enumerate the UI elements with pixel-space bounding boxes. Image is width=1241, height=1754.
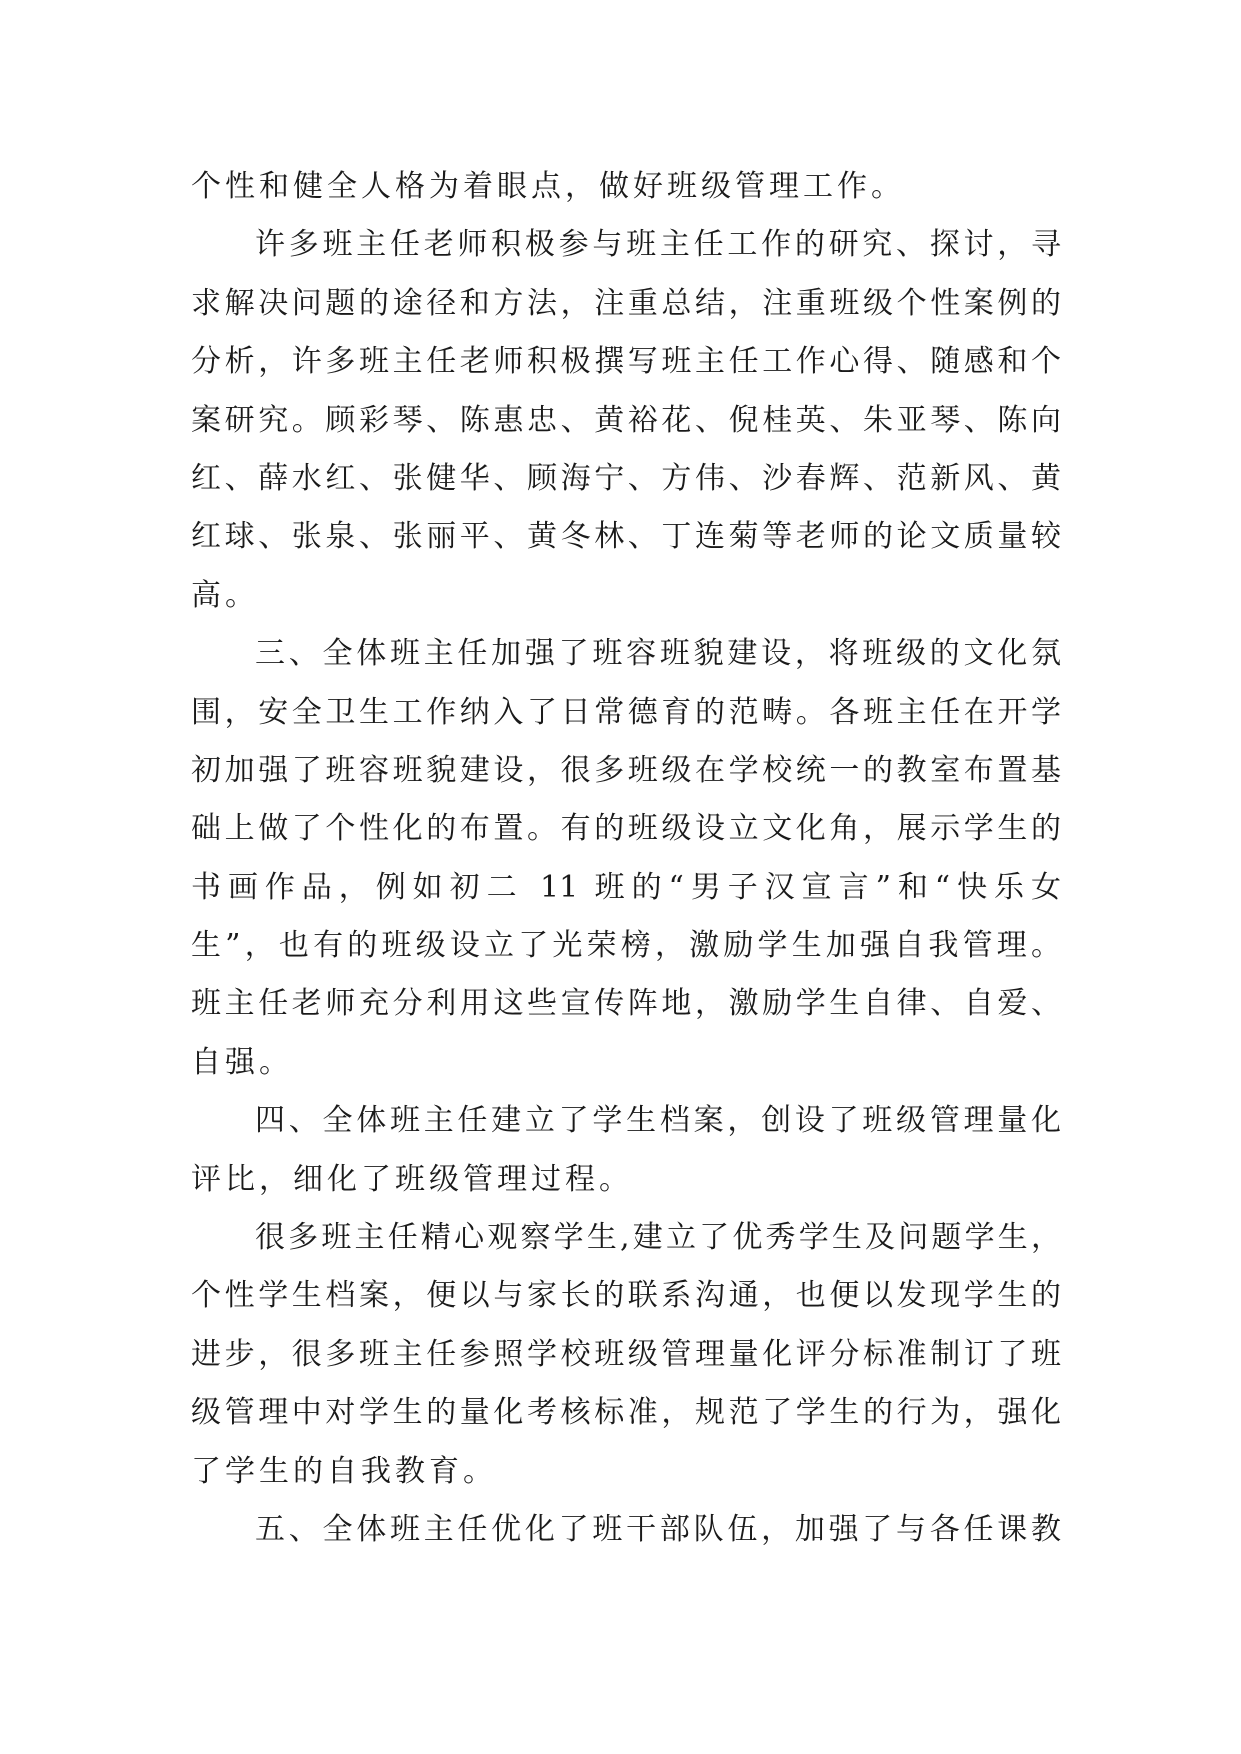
text-line: 案研究。顾彩琴、陈惠忠、黄裕花、倪桂英、朱亚琴、陈向	[191, 402, 1061, 438]
text-line: 初加强了班容班貌建设，很多班级在学校统一的教室布置基	[191, 752, 1061, 788]
text-line: 个性学生档案，便以与家长的联系沟通，也便以发现学生的	[191, 1278, 1061, 1314]
text-line: 自强。	[191, 1044, 293, 1080]
text-line: 红、薛水红、张健华、顾海宁、方伟、沙春辉、范新风、黄	[191, 460, 1061, 496]
text-line: 班主任老师充分利用这些宣传阵地，激励学生自律、自爱、	[191, 986, 1061, 1022]
text-line: 进步，很多班主任参照学校班级管理量化评分标准制订了班	[191, 1336, 1061, 1372]
text-line: 个性和健全人格为着眼点，做好班级管理工作。	[191, 169, 905, 204]
text-line: 生”，也有的班级设立了光荣榜，激励学生加强自我管理。	[191, 928, 1061, 964]
body-text	[191, 158, 1061, 1559]
text-line: 五、全体班主任优化了班干部队伍，加强了与各任课教	[255, 1511, 1061, 1547]
text-line: 求解决问题的途径和方法，注重总结，注重班级个性案例的	[191, 285, 1061, 321]
text-line: 红球、张泉、张丽平、黄冬林、丁连菊等老师的论文质量较	[191, 519, 1061, 555]
text-line: 三、全体班主任加强了班容班貌建设，将班级的文化氛	[255, 636, 1061, 672]
text-line: 分析，许多班主任老师积极撰写班主任工作心得、随感和个	[191, 344, 1061, 380]
text-line: 书画作品，例如初二 11 班的“男子汉宣言”和“快乐女	[191, 869, 1061, 905]
text-line: 了学生的自我教育。	[191, 1453, 497, 1489]
text-line: 四、全体班主任建立了学生档案，创设了班级管理量化	[255, 1103, 1061, 1139]
text-line: 础上做了个性化的布置。有的班级设立文化角，展示学生的	[191, 811, 1061, 847]
text-line: 围，安全卫生工作纳入了日常德育的范畴。各班主任在开学	[191, 694, 1061, 730]
text-line: 级管理中对学生的量化考核标准，规范了学生的行为，强化	[191, 1395, 1061, 1431]
text-line: 高。	[191, 577, 259, 613]
text-line: 评比，细化了班级管理过程。	[191, 1161, 633, 1197]
text-line: 很多班主任精心观察学生,建立了优秀学生及问题学生，	[255, 1220, 1061, 1256]
text-line: 许多班主任老师积极参与班主任工作的研究、探讨，寻	[255, 227, 1061, 263]
